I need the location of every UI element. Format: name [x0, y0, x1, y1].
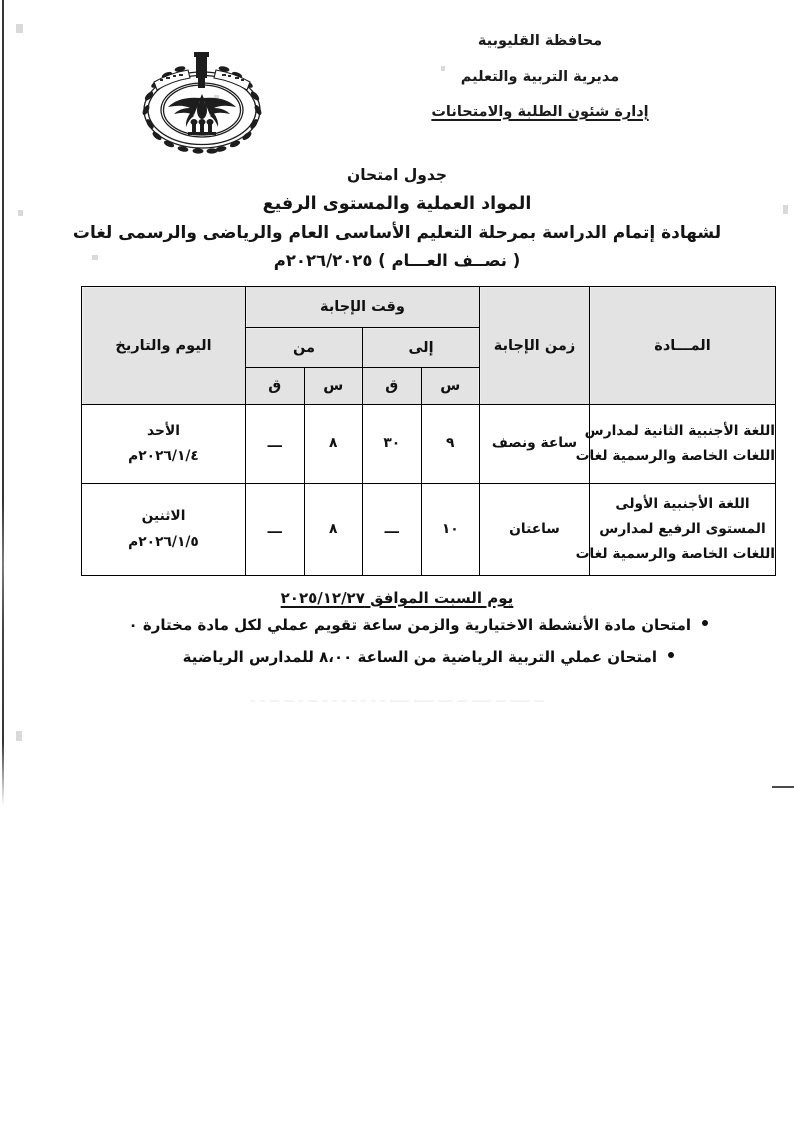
note-date-text: يوم السبت الموافق ٢٠٢٥/١٢/٢٧: [280, 589, 514, 607]
table-head: [82, 287, 776, 405]
bullet-dot-icon: [702, 620, 708, 626]
table-row: [82, 405, 776, 484]
title-line-certificate: لشهادة إتمام الدراسة بمرحلة التعليم الأساسى العام والرياضى والرسمى لغات: [72, 223, 722, 243]
table-header-row-tier1: [82, 287, 776, 328]
column-header-from-minutes: ق: [246, 368, 305, 405]
document-header: [0, 34, 794, 159]
cell-subject: [575, 484, 776, 576]
day-date: ٢٠٢٦/١/٤م: [128, 448, 199, 464]
cell-from-hours: ٨: [304, 405, 363, 484]
column-header-from: من: [246, 328, 363, 368]
bullet-dot-icon: [668, 652, 674, 658]
subject-line: اللغة الأجنبية الأولى: [615, 495, 750, 512]
day-name: الأحد: [147, 422, 180, 439]
column-header-day-and-date: اليوم والتاريخ: [82, 287, 246, 405]
cell-duration: ساعة ونصف: [480, 405, 590, 484]
header-line-governorate: محافظة القليوبية: [477, 33, 603, 49]
scan-speck: [16, 24, 23, 33]
header-line-department: إدارة شئون الطلبة والامتحانات: [431, 104, 649, 120]
title-line-academic-year: ( نصــف العـــام ) ٢٠٢٦/٢٠٢٥م: [273, 251, 521, 270]
list-item: [60, 648, 708, 667]
cell-from-minutes: ـــ: [246, 484, 305, 576]
title-line-exam-schedule: جدول امتحان: [346, 166, 448, 184]
cell-day-and-date: [82, 405, 246, 484]
day-name: الاثنين: [141, 508, 186, 525]
document-title-block: [0, 168, 794, 270]
subject-line: اللغات الخاصة والرسمية لغات: [575, 546, 775, 563]
column-header-from-hours: س: [304, 368, 363, 405]
column-header-to: إلى: [363, 328, 480, 368]
cell-to-minutes: ـــ: [363, 484, 422, 576]
scan-speck: [16, 731, 22, 741]
faint-scan-ghost-text: ــ ــــ ــ ــــ ــ ـــ ــــ ــــ ـ ـ ـ ـ ـ ـ ـ ــ ـ ــ ــ ـ ـ: [250, 690, 544, 706]
subject-line: اللغات الخاصة والرسمية لغات: [575, 448, 775, 464]
cell-from-minutes: ـــ: [246, 405, 305, 484]
title-line-subjects: المواد العملية والمستوى الرفيع: [262, 193, 532, 214]
notes-bullet-list: [60, 616, 708, 680]
column-header-to-hours: س: [421, 368, 480, 405]
column-header-subject: المـــادة: [590, 287, 776, 405]
day-date: ٢٠٢٦/١/٥م: [128, 533, 199, 550]
note-date-row: [0, 588, 794, 607]
column-header-duration: زمن الإجابة: [480, 287, 590, 405]
table-row: [82, 484, 776, 576]
subject-line: اللغة الأجنبية الثانية لمدارس: [584, 422, 775, 439]
column-header-to-minutes: ق: [363, 368, 422, 405]
table-body: [82, 405, 776, 576]
bullet-text: امتحان مادة الأنشطة الاختيارية والزمن ساعة تقويم عملي لكل مادة مختارة ٠: [128, 616, 691, 634]
cell-to-hours: ١٠: [421, 484, 480, 576]
exam-schedule-table: [81, 286, 776, 576]
subject-line: المستوى الرفيع لمدارس: [599, 520, 766, 537]
header-line-directorate: مديرية التربية والتعليم: [460, 68, 620, 85]
scan-mark-right: [772, 786, 794, 788]
cell-to-minutes: ٣٠: [363, 405, 422, 484]
list-item: [60, 616, 708, 635]
exam-schedule-table-container: [81, 286, 776, 576]
cell-subject: [575, 405, 776, 484]
header-authority-lines: [330, 34, 750, 141]
cell-duration: ساعتان: [480, 484, 590, 576]
egypt-eagle-emblem-icon: [128, 50, 276, 154]
cell-to-hours: ٩: [421, 405, 480, 484]
bullet-text: امتحان عملي التربية الرياضية من الساعة ٨،٠٠ للمدارس الرياضية: [182, 647, 657, 666]
cell-day-and-date: [82, 484, 246, 576]
column-header-answer-time: وقت الإجابة: [246, 287, 480, 328]
cell-from-hours: ٨: [304, 484, 363, 576]
